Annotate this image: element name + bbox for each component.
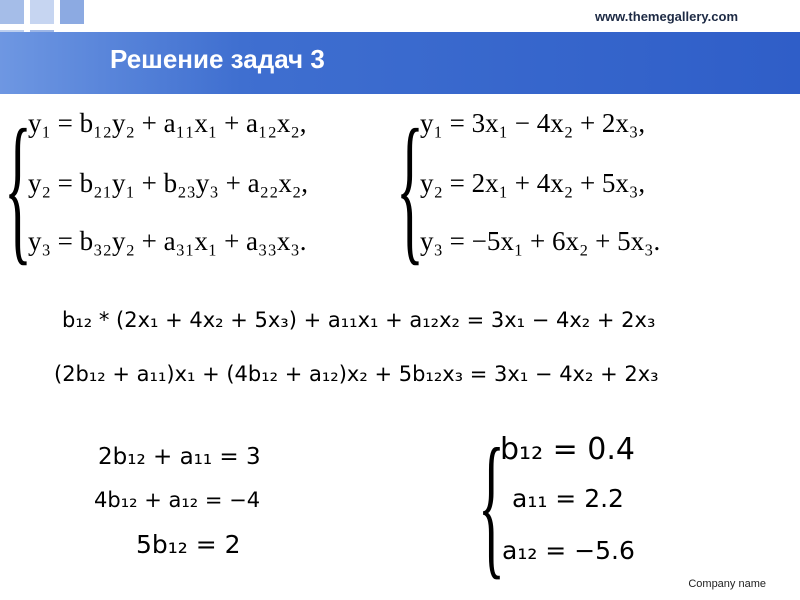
- decor-square: [60, 0, 84, 24]
- footer-company-name: Company name: [688, 578, 766, 590]
- decor-square: [30, 0, 54, 24]
- solution-a11: a₁₁ = 2.2: [512, 484, 624, 513]
- solution-b12: b₁₂ = 0.4: [500, 432, 636, 467]
- decor-square: [0, 0, 24, 24]
- numeric-equation-3: y₃ = −5x₁ + 6x₂ + 5x₃.: [420, 226, 661, 256]
- left-brace: {: [4, 95, 32, 279]
- coefficient-equation-3: 5b₁₂ = 2: [136, 530, 241, 559]
- coefficient-equation-2: 4b₁₂ + a₁₂ = −4: [94, 488, 261, 512]
- slide-title: Решение задач 3: [110, 44, 325, 74]
- coefficient-equation-1: 2b₁₂ + a₁₁ = 3: [98, 444, 261, 470]
- site-url: www.themegallery.com: [594, 9, 738, 24]
- solution-a12: a₁₂ = −5.6: [502, 536, 635, 565]
- numeric-equation-2: y₂ = 2x₁ + 4x₂ + 5x₃,: [420, 168, 646, 198]
- numeric-equation-1: y₁ = 3x₁ − 4x₂ + 2x₃,: [420, 108, 646, 138]
- general-equation-1: y₁ = b₁₂y₂ + a₁₁x₁ + a₁₂x₂,: [28, 108, 307, 138]
- left-brace: {: [396, 95, 424, 279]
- general-equation-3: y₃ = b₃₂y₂ + a₃₁x₁ + a₃₃x₃.: [28, 226, 307, 256]
- derivation-line-1: b₁₂ * (2x₁ + 4x₂ + 5x₃) + a₁₁x₁ + a₁₂x₂ = 3x₁ − 4x₂ + 2x₃: [62, 308, 656, 332]
- general-equation-2: y₂ = b₂₁y₁ + b₂₃y₃ + a₂₂x₂,: [28, 168, 309, 198]
- derivation-line-2: (2b₁₂ + a₁₁)x₁ + (4b₁₂ + a₁₂)x₂ + 5b₁₂x₃ = 3x₁ − 4x₂ + 2x₃: [54, 362, 659, 386]
- left-brace: {: [478, 415, 505, 593]
